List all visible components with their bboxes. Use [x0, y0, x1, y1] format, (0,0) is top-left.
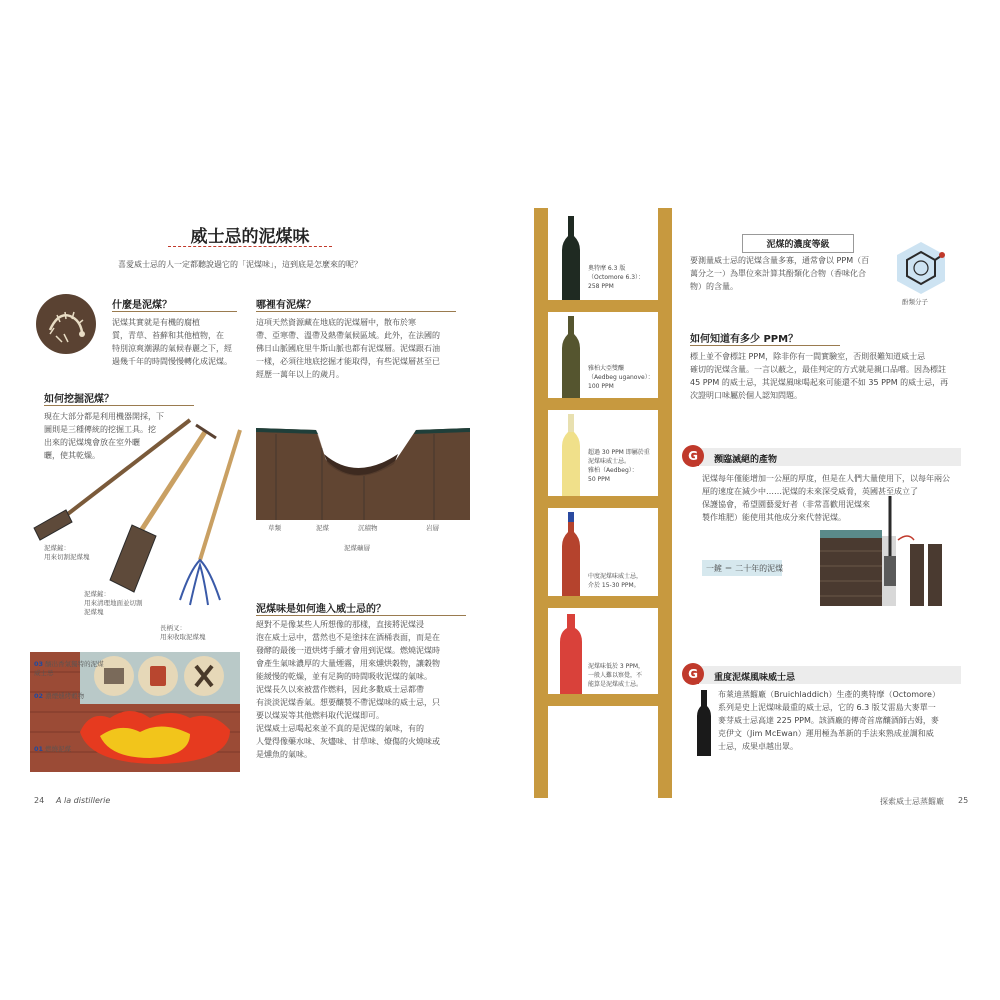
running-footer-right: 探索威士忌蒸餾廠: [880, 797, 944, 806]
step-number: 02: [34, 692, 44, 700]
level-body: [690, 254, 890, 293]
bottle-icon: [560, 414, 582, 496]
text-line: 次證明口味屬於個人認知問題。: [690, 391, 802, 400]
what-is-peat-body: [112, 316, 242, 368]
step-number: 03: [34, 660, 44, 668]
text-line: 標上並不會標註 PPM，除非你有一間實驗室，否則很難知道威士忌: [690, 352, 926, 361]
page-number-left: 24: [34, 796, 45, 805]
what-is-peat-heading: 什麼是泥煤？: [112, 296, 237, 312]
diagram-label-sediment: 沉積物: [358, 524, 378, 532]
step-text: 燃燒泥煤: [45, 745, 72, 753]
shelf-cell: [548, 410, 658, 496]
caption-line: （Aedbeg uganove）：: [588, 374, 654, 381]
text-line: 帶、亞寒帶、溫帶及熱帶氣候區域。此外，在法國的: [256, 331, 440, 340]
text-line: 泥煤每年僅能增加一公厘的厚度，但是在人們大量使用下，以每年兩公: [702, 474, 950, 483]
text-line: 克伊文（Jim McEwan）運用極為革新的手法來熟成並調和威: [718, 729, 934, 738]
text-line: 麥芽威士忌高達 225 PPM。該酒廠的傳奇首席釀酒師古姆，麥: [718, 716, 939, 725]
text-line: 過幾千年的時間慢慢轉化成泥煤。: [112, 357, 232, 366]
text-line: 泡在威士忌中，當然也不是塗抹在酒桶表面，而是在: [256, 633, 440, 642]
fossil-icon: [36, 294, 96, 354]
kiln-steps: [34, 660, 104, 754]
shelf-cell: [548, 508, 658, 596]
how-dig-heading: 如何挖掘泥煤？: [44, 390, 194, 406]
bottle-caption: [588, 572, 654, 590]
tool3-desc: 用來收取泥煤塊: [160, 633, 206, 641]
step-text: 濃煙燻烤穀物: [45, 692, 85, 700]
tool1-name: 泥煤鏟：: [44, 544, 70, 552]
text-line: 一樣，必須往地底挖掘才能取得，有些泥煤層甚至已: [256, 357, 440, 366]
caption-line: 雅柏大亞雙釀: [588, 365, 625, 372]
bottle-icon: [560, 512, 582, 596]
caption-line: 能算是泥煤威士忌。: [588, 681, 643, 688]
endangered-heading: 瀕臨滅絕的產物: [714, 455, 778, 465]
text-line: 曬，使其乾燥。: [44, 451, 100, 460]
text-line: 絕對不是像某些人所想像的那樣，直接將泥煤浸: [256, 620, 424, 629]
text-line: 是燻魚的氣味。: [256, 750, 312, 759]
text-line: 這項天然資源藏在地底的泥煤層中，散布於寒: [256, 318, 416, 327]
bottle-icon: [560, 316, 582, 398]
shelf-cell: [548, 608, 658, 694]
text-line: 人覺得像藥水味、灰燼味、甘草味、燎傷的火燒味或: [256, 737, 440, 746]
formula-text: 一鏟 ＝ 二十年的泥煤: [706, 564, 784, 573]
bottle-caption: [588, 662, 654, 689]
diagram-label-grass: 草類: [268, 524, 281, 532]
page-title: 威士忌的泥煤味: [190, 227, 310, 247]
text-line: 圖則是三種傳統的挖掘工具。挖: [44, 425, 156, 434]
caption-line: （Octomore 6.3）：: [588, 274, 645, 281]
ppm-heading: 如何知道有多少 PPM？: [690, 330, 840, 346]
caption-line: 中度泥煤味威士忌，: [588, 573, 643, 580]
text-line: 佛日山脈國庇里牛斯山脈也都有泥煤層。泥煤跟石油: [256, 344, 440, 353]
text-line: 萬分之一）為單位來計算其酚類化合物（香味化合: [690, 269, 866, 278]
text-line: 物）的含量。: [690, 282, 738, 291]
title-divider: [168, 246, 332, 247]
text-line: 質，青草、苔蘚和其他植物，在: [112, 331, 224, 340]
tool3-label: [160, 624, 250, 642]
peat-cutting-illustration: [820, 496, 960, 616]
tool2-label: [84, 590, 174, 617]
caption-line: 泥煤味威士忌。: [588, 458, 631, 465]
text-line: 士忌，成果卓越出眾。: [718, 742, 798, 751]
octomore-bottle-icon: [696, 690, 712, 756]
shelf-board: [534, 496, 672, 508]
kiln-step: [34, 745, 104, 754]
shelf-cell: [548, 312, 658, 398]
text-line: 有淡淡泥煤香氣。想要釀製不帶泥煤味的威士忌，只: [256, 698, 440, 707]
tool2-desc: 用來清理地面並切割: [84, 599, 143, 607]
tool1-label: [44, 544, 124, 562]
text-line: 要測量威士忌的泥煤含量多寡，通常會以 PPM（百: [690, 256, 870, 265]
where-peat-heading: 哪裡有泥煤？: [256, 296, 456, 312]
caption-line: 一般人難以察覺，不: [588, 672, 643, 679]
text-line: 泥煤其實就是有機的腐植: [112, 318, 200, 327]
tool2-desc: 泥煤塊: [84, 608, 104, 616]
shelf-board: [534, 398, 672, 410]
text-line: 泥煤長久以來被當作燃料，因此多數威士忌都帶: [256, 685, 424, 694]
text-line: 要以煤炭等其他燃料取代泥煤即可。: [256, 711, 384, 720]
text-line: 泥煤威士忌喝起來並不真的是泥煤的氣味，有的: [256, 724, 424, 733]
diagram-label-peat: 泥煤: [316, 524, 329, 532]
caption-line: 50 PPM: [588, 476, 610, 483]
caption-line: 100 PPM: [588, 383, 614, 390]
text-line: 會產生氣味濃厚的大量煙霧，用來燻烘穀物，讓穀物: [256, 659, 440, 668]
caption-line: 雅柏（Aedbeg）：: [588, 467, 638, 474]
how-enter-body: [256, 618, 468, 761]
caption-line: 258 PPM: [588, 283, 614, 290]
caption-line: 泥煤味低於 3 PPM，: [588, 663, 645, 670]
bottle-caption: [588, 364, 654, 391]
text-line: 製作堆肥）能使用其他成分來代替泥煤。: [702, 513, 846, 522]
text-line: 發酵的最後一道烘烤手續才會用到泥煤。燃燒泥煤時: [256, 646, 440, 655]
text-line: 確切的泥煤含量。一言以蔽之，最佳判定的方式就是親口品嚐。因為標註: [690, 365, 946, 374]
tool2-name: 泥煤鏟：: [84, 590, 110, 598]
step-number: 01: [34, 745, 44, 753]
text-line: 出來的泥煤塊會放在室外曬: [44, 438, 140, 447]
bottle-caption: [588, 448, 654, 484]
kiln-step: [34, 660, 104, 678]
ppm-body: [690, 350, 960, 402]
caption-line: 介於 15-30 PPM。: [588, 582, 640, 589]
kiln-step: [34, 692, 104, 701]
heavy-body: [718, 688, 963, 753]
running-footer-left: A la distillerie: [56, 796, 111, 805]
diagram-caption: 泥煤礦層: [344, 544, 370, 552]
diagram-label-rock: 岩層: [426, 524, 439, 532]
where-peat-body: [256, 316, 466, 381]
phenol-molecule-icon: [893, 240, 949, 300]
g-badge-icon: G: [682, 445, 704, 467]
page-number-right: 25: [958, 796, 969, 805]
how-enter-heading: 泥煤味是如何進入威士忌的？: [256, 600, 466, 616]
text-line: 特別涼爽潮濕的氣候春麗之下，經: [112, 344, 232, 353]
heavy-heading: 重度泥煤風味威士忌: [714, 673, 796, 683]
shelf-board: [534, 596, 672, 608]
step-text: 釀出香氣獨特的泥煤威士忌: [34, 660, 104, 677]
text-line: 系列是史上泥煤味最重的威士忌，它的 6.3 版艾雷島大麥單一: [718, 703, 936, 712]
caption-line: 超過 30 PPM 即屬於重: [588, 449, 650, 456]
tool1-desc: 用來切割泥煤塊: [44, 553, 90, 561]
peat-layer-diagram: [256, 420, 470, 520]
text-line: 保護協會，希望園藝愛好者（非常喜歡用泥煤來: [702, 500, 870, 509]
text-line: 能緩慢的乾燥，並有足夠的時間吸收泥煤的氣味。: [256, 672, 432, 681]
level-heading: 泥煤的濃度等級: [742, 234, 854, 253]
bottle-icon: [560, 216, 582, 300]
bottle-icon: [558, 614, 584, 694]
g-badge-icon: G: [682, 663, 704, 685]
text-line: 布萊迪蒸餾廠（Bruichladdich）生產的奧特摩（Octomore）: [718, 690, 940, 699]
shelf-cell: [548, 210, 658, 300]
tool3-name: 長柄叉：: [160, 624, 186, 632]
bottle-caption: [588, 264, 654, 291]
page-subtitle: 喜愛威士忌的人一定都聽說過它的「泥煤味」，這到底是怎麼來的呢？: [118, 260, 362, 269]
text-line: 厘的速度在減少中……泥煤的未來深受威脅，英國甚至成立了: [702, 487, 918, 496]
caption-line: 奧特摩 6.3 版: [588, 265, 626, 272]
shelf-board: [534, 300, 672, 312]
text-line: 現在大部分都是利用機器開採，下: [44, 412, 164, 421]
shelf-board: [534, 694, 672, 706]
text-line: 經歷一萬年以上的歲月。: [256, 370, 344, 379]
molecule-caption: 酚類分子: [902, 298, 928, 306]
text-line: 45 PPM 的威士忌，其泥煤風味喝起來可能還不如 35 PPM 的威士忌，再: [690, 378, 949, 387]
